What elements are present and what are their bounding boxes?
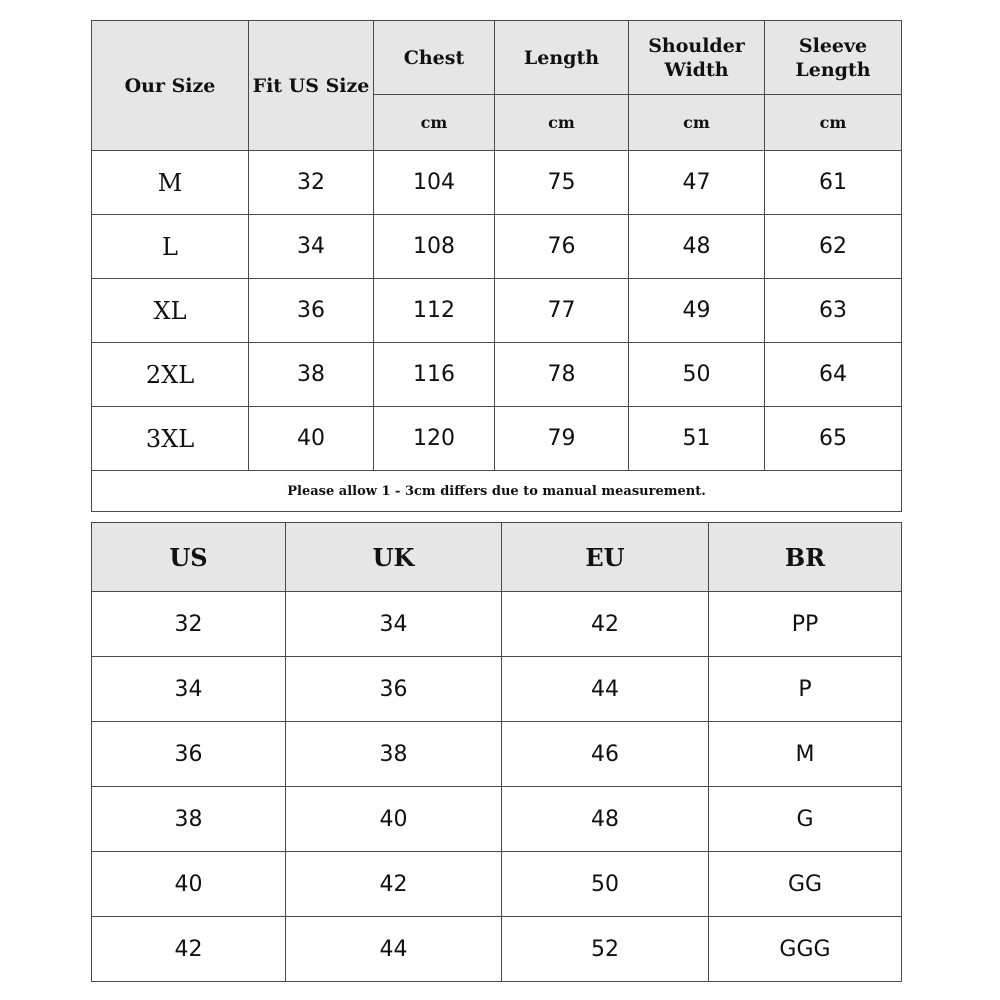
cell-sleeve-length: 64	[765, 343, 902, 407]
header-eu: EU	[502, 523, 709, 592]
size-chart-table	[91, 20, 902, 512]
cell-shoulder-width: 51	[629, 407, 765, 471]
unit-shoulder-width: cm	[629, 95, 765, 151]
cell-our-size: 2XL	[92, 343, 249, 407]
cell-chest: 108	[374, 215, 495, 279]
cell-chest: 120	[374, 407, 495, 471]
header-sleeve-length: Sleeve Length	[765, 21, 902, 95]
cell-br: G	[709, 787, 902, 852]
cell-br: GGG	[709, 917, 902, 982]
size-row	[92, 151, 902, 215]
cell-shoulder-width: 49	[629, 279, 765, 343]
cell-fit-us-size: 34	[249, 215, 374, 279]
cell-our-size: 3XL	[92, 407, 249, 471]
size-row	[92, 343, 902, 407]
header-our-size: Our Size	[92, 21, 249, 151]
measurement-note: Please allow 1 - 3cm differs due to manual measurement.	[92, 471, 902, 512]
size-row	[92, 215, 902, 279]
cell-uk: 44	[286, 917, 502, 982]
cell-br: PP	[709, 592, 902, 657]
cell-sleeve-length: 65	[765, 407, 902, 471]
cell-eu: 46	[502, 722, 709, 787]
cell-uk: 38	[286, 722, 502, 787]
conversion-row	[92, 917, 902, 982]
cell-us: 34	[92, 657, 286, 722]
header-chest: Chest	[374, 21, 495, 95]
header-uk: UK	[286, 523, 502, 592]
conversion-row	[92, 722, 902, 787]
cell-eu: 44	[502, 657, 709, 722]
size-row	[92, 279, 902, 343]
cell-us: 36	[92, 722, 286, 787]
header-br: BR	[709, 523, 902, 592]
cell-our-size: L	[92, 215, 249, 279]
cell-eu: 48	[502, 787, 709, 852]
cell-fit-us-size: 40	[249, 407, 374, 471]
cell-length: 77	[495, 279, 629, 343]
cell-eu: 50	[502, 852, 709, 917]
cell-shoulder-width: 48	[629, 215, 765, 279]
cell-us: 40	[92, 852, 286, 917]
conversion-row	[92, 852, 902, 917]
cell-sleeve-length: 62	[765, 215, 902, 279]
cell-fit-us-size: 32	[249, 151, 374, 215]
cell-chest: 116	[374, 343, 495, 407]
size-conversion-table	[91, 522, 902, 982]
cell-us: 38	[92, 787, 286, 852]
cell-uk: 36	[286, 657, 502, 722]
conversion-row	[92, 592, 902, 657]
cell-uk: 34	[286, 592, 502, 657]
cell-br: P	[709, 657, 902, 722]
cell-length: 75	[495, 151, 629, 215]
header-shoulder-width: Shoulder Width	[629, 21, 765, 95]
cell-chest: 112	[374, 279, 495, 343]
cell-us: 42	[92, 917, 286, 982]
cell-fit-us-size: 36	[249, 279, 374, 343]
unit-length: cm	[495, 95, 629, 151]
cell-sleeve-length: 61	[765, 151, 902, 215]
header-us: US	[92, 523, 286, 592]
cell-eu: 42	[502, 592, 709, 657]
cell-length: 76	[495, 215, 629, 279]
cell-our-size: M	[92, 151, 249, 215]
cell-eu: 52	[502, 917, 709, 982]
size-row	[92, 407, 902, 471]
cell-shoulder-width: 50	[629, 343, 765, 407]
unit-chest: cm	[374, 95, 495, 151]
cell-chest: 104	[374, 151, 495, 215]
cell-us: 32	[92, 592, 286, 657]
header-fit-us-size: Fit US Size	[249, 21, 374, 151]
cell-sleeve-length: 63	[765, 279, 902, 343]
cell-uk: 42	[286, 852, 502, 917]
cell-our-size: XL	[92, 279, 249, 343]
conversion-row	[92, 657, 902, 722]
cell-fit-us-size: 38	[249, 343, 374, 407]
cell-uk: 40	[286, 787, 502, 852]
unit-sleeve-length: cm	[765, 95, 902, 151]
header-length: Length	[495, 21, 629, 95]
cell-br: GG	[709, 852, 902, 917]
cell-length: 78	[495, 343, 629, 407]
cell-br: M	[709, 722, 902, 787]
cell-length: 79	[495, 407, 629, 471]
conversion-row	[92, 787, 902, 852]
cell-shoulder-width: 47	[629, 151, 765, 215]
